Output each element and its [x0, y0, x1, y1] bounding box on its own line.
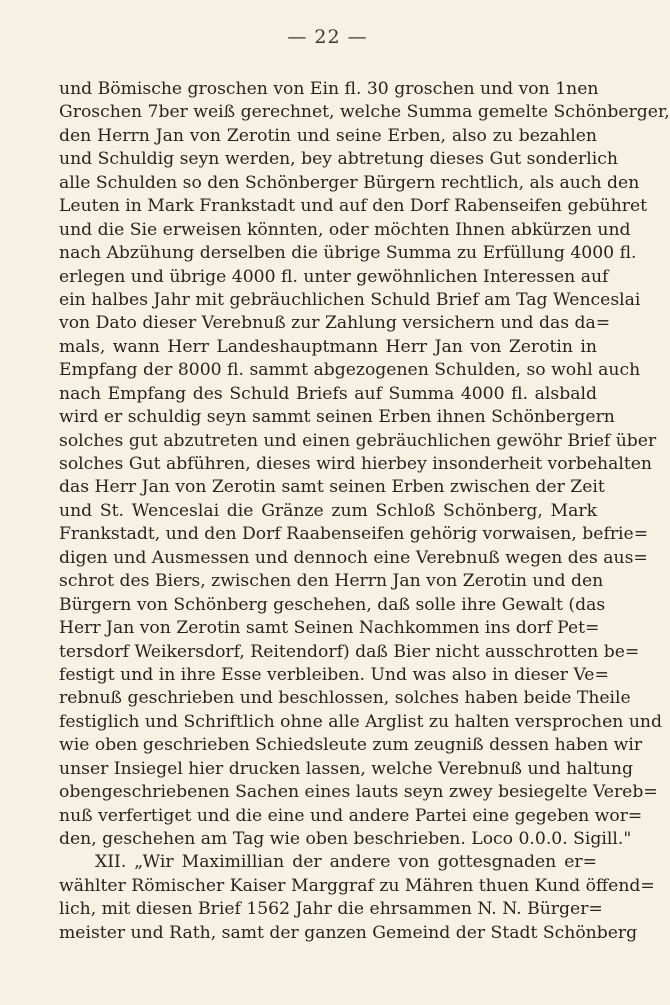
- text-line: XII. „Wir Maximillian der andere von gottesgnaden er=: [95, 852, 597, 873]
- text-line: unser Insiegel hier drucken lassen, welche Verebnuß und haltung: [59, 758, 633, 779]
- text-line: Groschen 7ber weiß gerechnet, welche Summa gemelte Schönberger,: [59, 102, 670, 123]
- text-line: festigt und in ihre Esse verbleiben. Und was also in dieser Ve=: [59, 664, 609, 685]
- text-line: tersdorf Weikersdorf, Reitendorf) daß Bier nicht ausschrotten be=: [59, 641, 640, 662]
- text-line: digen und Ausmessen und dennoch eine Verebnuß wegen des aus=: [59, 547, 648, 568]
- text-line: und St. Wenceslai die Gränze zum Schloß Schönberg, Mark: [59, 500, 597, 521]
- text-line: wie oben geschrieben Schiedsleute zum zeugniß dessen haben wir: [59, 735, 643, 756]
- text-line: solches gut abzutreten und einen gebräuchlichen gewöhr Brief über: [59, 430, 657, 451]
- text-line: von Dato dieser Verebnuß zur Zahlung versichern und das da=: [59, 313, 611, 334]
- text-line: schrot des Biers, zwischen den Herrn Jan von Zerotin und den: [59, 571, 604, 592]
- text-line: mals, wann Herr Landeshauptmann Herr Jan von Zerotin in: [59, 336, 597, 357]
- text-line: Herr Jan von Zerotin samt Seinen Nachkommen ins dorf Pet=: [59, 618, 600, 639]
- text-line: und die Sie erweisen könnten, oder möchten Ihnen abkürzen und: [59, 219, 631, 240]
- text-line: wird er schuldig seyn sammt seinen Erben ihnen Schönbergern: [59, 407, 615, 428]
- text-line: lich, mit diesen Brief 1562 Jahr die ehrsammen N. N. Bürger=: [59, 899, 603, 920]
- text-line: und Bömische groschen von Ein fl. 30 groschen und von 1nen: [59, 79, 599, 99]
- text-line: rebnuß geschrieben und beschlossen, solches haben beide Theile: [59, 688, 631, 709]
- text-line: wählter Römischer Kaiser Marggraf zu Mähren thuen Kund öffend=: [59, 875, 655, 896]
- text-line: Empfang der 8000 fl. sammt abgezogenen Schulden, so wohl auch: [59, 360, 641, 381]
- paragraph: [59, 78, 670, 851]
- text-line: Frankstadt, und den Dorf Raabenseifen gehörig vorwaisen, befrie=: [59, 524, 649, 545]
- text-line: nach Empfang des Schuld Briefs auf Summa 4000 fl. alsbald: [59, 383, 597, 404]
- text-line: erlegen und übrige 4000 fl. unter gewöhnlichen Interessen auf: [59, 266, 609, 287]
- text-line: meister und Rath, samt der ganzen Gemeind der Stadt Schönberg: [59, 922, 638, 943]
- paragraph: [59, 851, 655, 945]
- page-number: — 22 —: [287, 26, 368, 48]
- text-line: Bürgern von Schönberg geschehen, daß solle ihre Gewalt (das: [59, 594, 606, 615]
- text-line: Leuten in Mark Frankstadt und auf den Dorf Rabenseifen gebühret: [59, 196, 648, 217]
- text-line: nach Abzühung derselben die übrige Summa zu Erfüllung 4000 fl.: [59, 243, 637, 264]
- body-text: [59, 78, 670, 945]
- text-line: den, geschehen am Tag wie oben beschrieben. Loco 0.0.0. Sigill.": [59, 829, 632, 849]
- text-line: nuß verfertiget und die eine und andere Partei eine gegeben wor=: [59, 805, 643, 826]
- text-line: das Herr Jan von Zerotin samt seinen Erben zwischen der Zeit: [59, 477, 605, 498]
- text-line: festiglich und Schriftlich ohne alle Arglist zu halten versprochen und: [59, 711, 662, 732]
- text-line: alle Schulden so den Schönberger Bürgern rechtlich, als auch den: [59, 172, 640, 193]
- text-line: und Schuldig seyn werden, bey abtretung dieses Gut sonderlich: [59, 149, 618, 170]
- text-line: solches Gut abführen, dieses wird hierbey insonderheit vorbehalten: [59, 454, 652, 474]
- text-line: den Herrn Jan von Zerotin und seine Erben, also zu bezahlen: [59, 125, 597, 146]
- text-line: obengeschriebenen Sachen eines lauts seyn zwey besiegelte Vereb=: [59, 782, 658, 803]
- text-line: ein halbes Jahr mit gebräuchlichen Schuld Brief am Tag Wenceslai: [59, 289, 641, 310]
